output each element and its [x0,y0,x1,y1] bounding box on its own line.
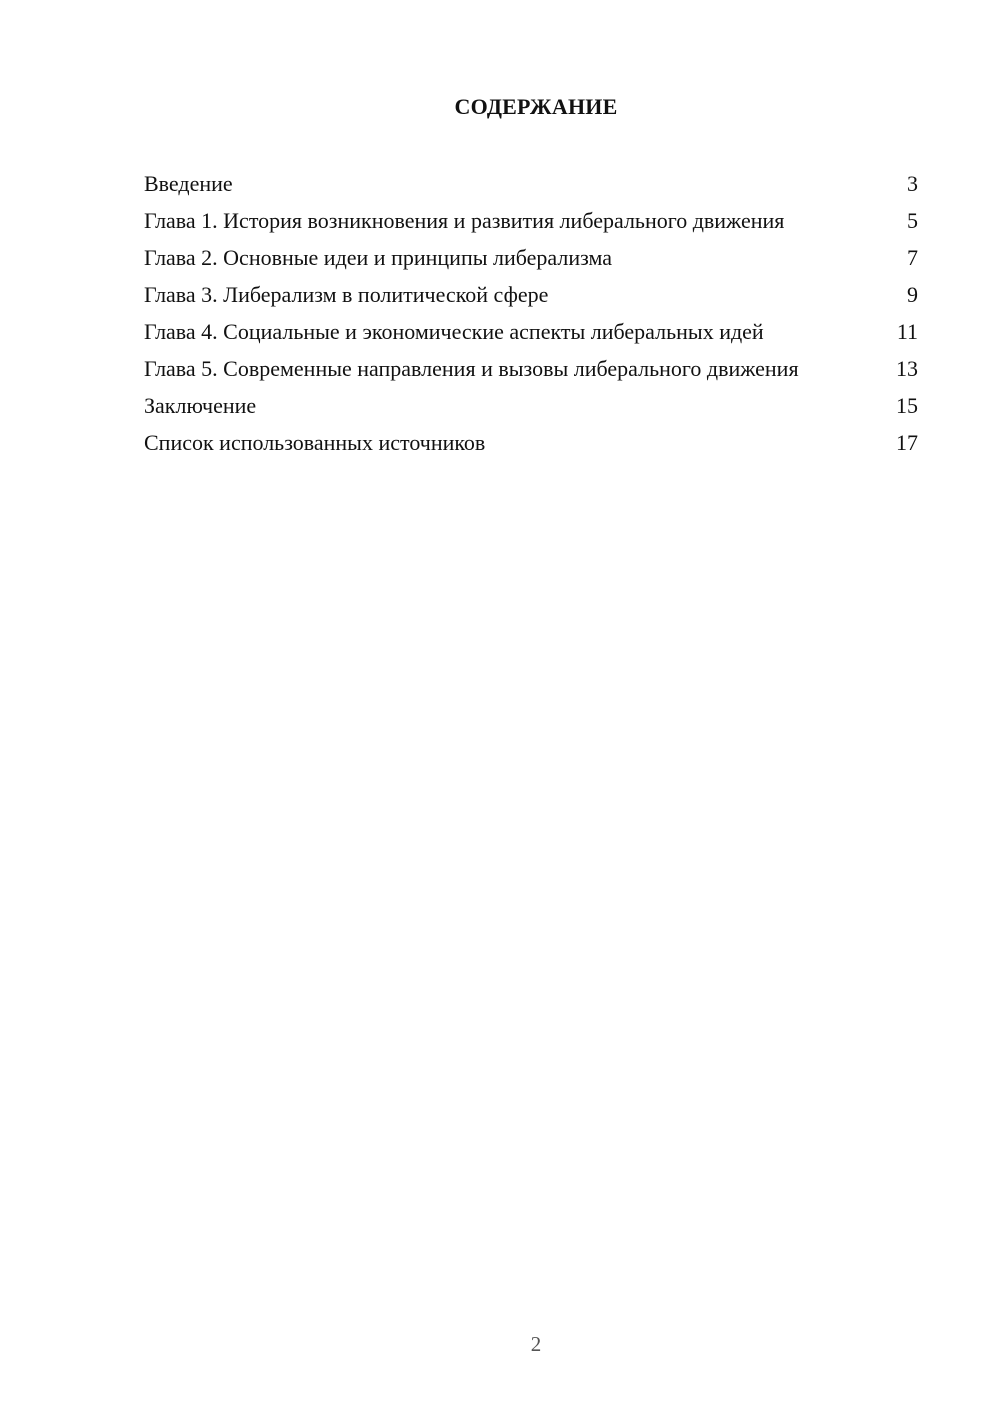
toc-entry[interactable] [144,429,918,456]
toc-entry[interactable] [144,392,918,419]
toc-entry-page: 3 [907,171,918,196]
toc-entry[interactable] [144,170,918,197]
toc-entry[interactable] [144,355,918,382]
toc-entry-label: Глава 3. Либерализм в политической сфере [144,282,549,307]
toc-entry-page: 9 [907,282,918,307]
toc-entry-label: Глава 4. Социальные и экономические аспекты либеральных идей [144,319,764,344]
toc-entry-label: Заключение [144,393,257,418]
toc-entry-page: 11 [896,319,918,344]
toc-entry-page: 5 [907,208,918,233]
page-number: 2 [530,1332,542,1356]
toc-entry-page: 7 [907,245,918,270]
toc-entry-label: Глава 2. Основные идеи и принципы либерализма [144,245,613,270]
toc-entry[interactable] [144,207,918,234]
toc-entry-label: Список использованных источников [144,430,486,455]
toc-entry-page: 13 [896,356,918,381]
toc-entry-label: Введение [144,171,233,196]
toc-entry-page: 15 [896,393,918,418]
toc-entry[interactable] [144,281,918,308]
toc-entry[interactable] [144,244,918,271]
toc-entry-label: Глава 1. История возникновения и развития либерального движения [144,208,785,233]
toc-title: СОДЕРЖАНИЕ [454,94,618,119]
toc-entry[interactable] [144,318,918,345]
toc-entry-label: Глава 5. Современные направления и вызовы либерального движения [144,356,799,381]
toc-entry-page: 17 [896,430,918,455]
table-of-contents [144,170,918,466]
